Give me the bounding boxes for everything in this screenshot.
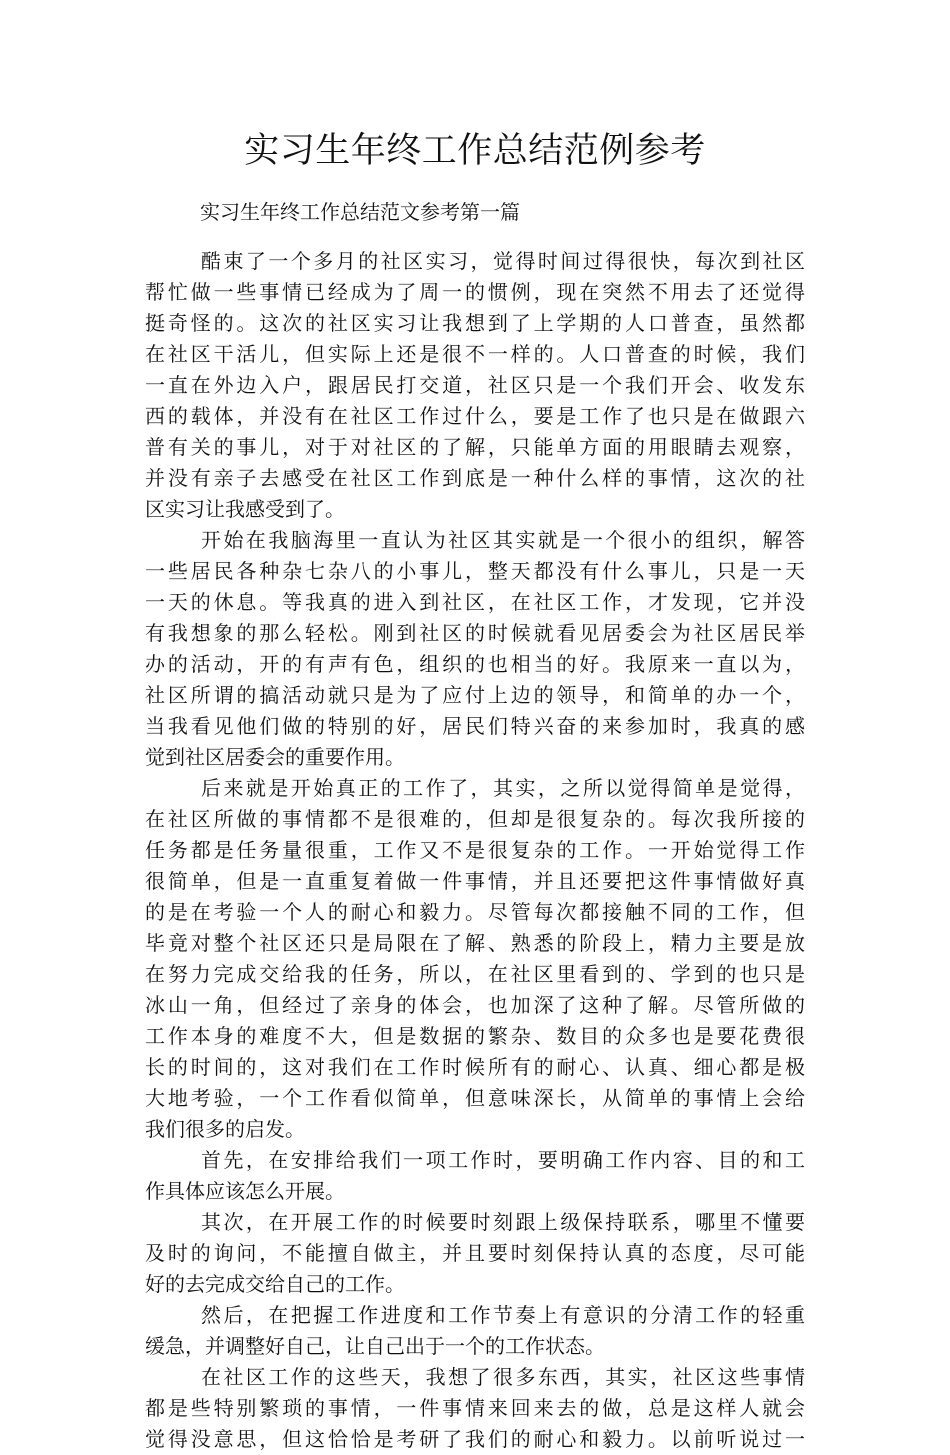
paragraph-line: 普有关的事儿，对于对社区的了解，只能单方面的用眼睛去观察， (145, 435, 805, 459)
paragraph-line: 一直在外边入户，跟居民打交道，社区只是一个我们开会、收发东 (145, 373, 805, 397)
paragraph-line: 在社区工作的这些天，我想了很多东西，其实，社区这些事情 (201, 1365, 805, 1389)
paragraph (145, 525, 805, 773)
paragraph-line: 有我想象的那么轻松。刚到社区的时候就看见居委会为社区居民举 (145, 621, 805, 645)
paragraph-line: 作具体应该怎么开展。 (145, 1179, 345, 1203)
paragraph (145, 246, 805, 525)
document-subtitle: 实习生年终工作总结范文参考第一篇 (200, 200, 520, 224)
paragraph-line: 大地考验，一个工作看似简单，但意味深长，从简单的事情上会给 (145, 1086, 805, 1110)
document-body (145, 246, 805, 1455)
paragraph-line: 然后，在把握工作进度和工作节奏上有意识的分清工作的轻重 (201, 1303, 805, 1327)
paragraph-line: 觉到社区居委会的重要作用。 (145, 745, 405, 769)
paragraph-line: 缓急，并调整好自己，让自己出于一个的工作状态。 (145, 1334, 605, 1358)
paragraph-line: 在努力完成交给我的任务，所以，在社区里看到的、学到的也只是 (145, 962, 805, 986)
paragraph-line: 我们很多的启发。 (145, 1117, 305, 1141)
paragraph-line: 社区所谓的搞活动就只是为了应付上边的领导，和简单的办一个， (145, 683, 805, 707)
paragraph-line: 区实习让我感受到了。 (145, 497, 345, 521)
paragraph-line: 挺奇怪的。这次的社区实习让我想到了上学期的人口普查，虽然都 (145, 311, 805, 335)
paragraph (145, 1300, 805, 1362)
paragraph (145, 1207, 805, 1300)
paragraph-line: 酷束了一个多月的社区实习，觉得时间过得很快，每次到社区 (201, 249, 805, 273)
paragraph-line: 并没有亲子去感受在社区工作到底是一种什么样的事情，这次的社 (145, 466, 805, 490)
paragraph-line: 都是些特别繁琐的事情，一件事情来回来去的做，总是这样人就会 (145, 1396, 805, 1420)
paragraph-line: 冰山一角，但经过了亲身的体会，也加深了这种了解。尽管所做的 (145, 993, 805, 1017)
paragraph-line: 其次，在开展工作的时候要时刻跟上级保持联系，哪里不懂要 (201, 1210, 805, 1234)
paragraph-line: 在社区所做的事情都不是很难的，但却是很复杂的。每次我所接的 (145, 807, 805, 831)
paragraph-line: 一天的休息。等我真的进入到社区，在社区工作，才发现，它并没 (145, 590, 805, 614)
paragraph-line: 办的活动，开的有声有色，组织的也相当的好。我原来一直以为， (145, 652, 805, 676)
paragraph-line: 当我看见他们做的特别的好，居民们特兴奋的来参加时，我真的感 (145, 714, 805, 738)
paragraph (145, 773, 805, 1145)
paragraph-line: 一些居民各种杂七杂八的小事儿，整天都没有什么事儿，只是一天 (145, 559, 805, 583)
paragraph-line: 帮忙做一些事情已经成为了周一的惯例，现在突然不用去了还觉得 (145, 280, 805, 304)
paragraph-line: 任务都是任务量很重，工作又不是很复杂的工作。一开始觉得工作 (145, 838, 805, 862)
paragraph-line: 毕竟对整个社区还只是局限在了解、熟悉的阶段上，精力主要是放 (145, 931, 805, 955)
document-title: 实习生年终工作总结范例参考 (244, 131, 706, 171)
paragraph-line: 在社区干活儿，但实际上还是很不一样的。人口普查的时候，我们 (145, 342, 805, 366)
paragraph-line: 首先，在安排给我们一项工作时，要明确工作内容、目的和工 (201, 1148, 805, 1172)
paragraph-line: 好的去完成交给自己的工作。 (145, 1272, 405, 1296)
paragraph-line: 工作本身的难度不大，但是数据的繁杂、数目的众多也是要花费很 (145, 1024, 805, 1048)
paragraph (145, 1362, 805, 1455)
paragraph-line: 西的载体，并没有在社区工作过什么，要是工作了也只是在做跟六 (145, 404, 805, 428)
paragraph-line: 后来就是开始真正的工作了，其实，之所以觉得简单是觉得， (201, 776, 805, 800)
paragraph (145, 1145, 805, 1207)
paragraph-line: 及时的询问，不能擅自做主，并且要时刻保持认真的态度，尽可能 (145, 1241, 805, 1265)
paragraph-line: 长的时间的，这对我们在工作时候所有的耐心、认真、细心都是极 (145, 1055, 805, 1079)
paragraph-line: 开始在我脑海里一直认为社区其实就是一个很小的组织，解答 (201, 528, 805, 552)
paragraph-line: 很简单，但是一直重复着做一件事情，并且还要把这件事情做好真 (145, 869, 805, 893)
paragraph-line: 觉得没意思，但这恰恰是考研了我们的耐心和毅力。以前听说过一 (145, 1427, 805, 1451)
paragraph-line: 的是在考验一个人的耐心和毅力。尽管每次都接触不同的工作，但 (145, 900, 805, 924)
